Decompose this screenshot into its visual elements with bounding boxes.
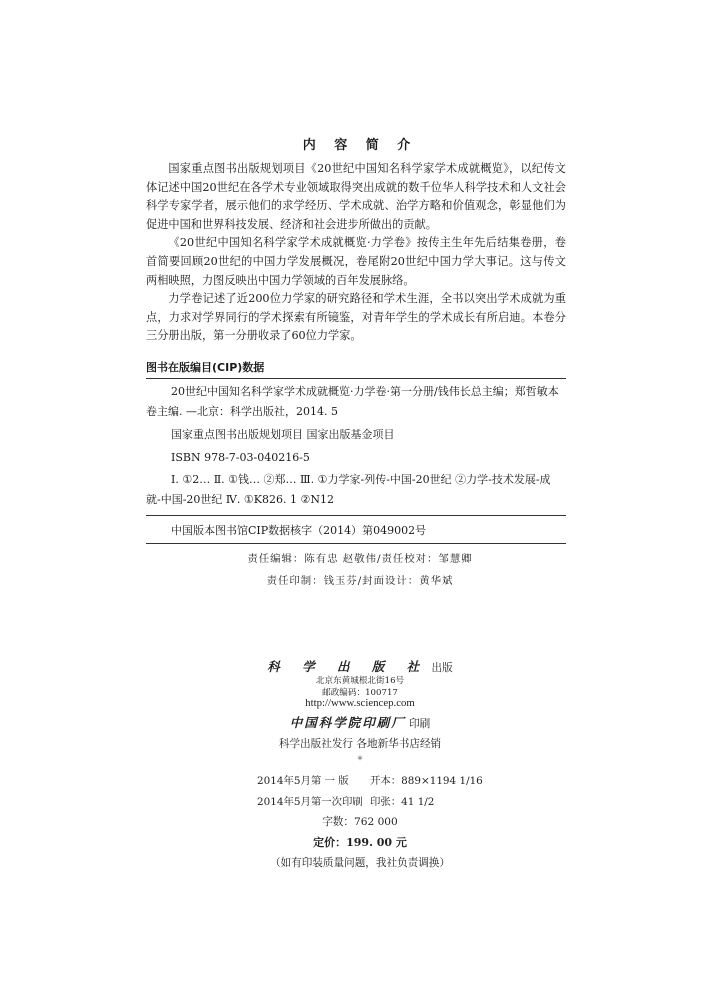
editors-line-1: 责任编辑：陈有忠 赵敬伟/责任校对：邹慧卿 [247,553,473,565]
publisher-line [0,657,720,675]
publisher-suffix: 出版 [431,662,453,674]
cip-isbn: ISBN 978-7-03-040216-5 [171,451,310,464]
distribution-line: 科学出版社发行 各地新华书店经销 [278,738,442,750]
cip-mid-rule [146,515,566,516]
publisher-postcode: 邮政编码：100717 [322,688,398,698]
summary-paragraph-3: 力学卷记述了近200位力学家的研究路径和学术生涯，全书以突出学术成就为重点，力求对学界同行的学术探索有所镜鉴，对青年学生的学术成长有所启迪。本卷分三分册出版，第一分册收录了60位力学家。 [146,292,566,343]
cip-project: 国家重点图书出版规划项目 国家出版基金项目 [171,428,395,441]
cip-entry-line-1: 20世纪中国知名科学家学术成就概览·力学卷·第一分册/钱伟长总主编；郑哲敏本 [171,385,559,398]
cip-class-line-1: Ⅰ. ①2… Ⅱ. ①钱… ②郑… Ⅲ. ①力学家-列传-中国-20世纪 ②力学-技术发展-成 [171,473,551,486]
printer-logo-text: 中国科学院印刷厂 [289,715,406,730]
separator-asterisk: * [357,755,363,766]
publisher-logo-text: 科 学 出 版 社 [267,659,429,674]
publisher-url: http://www.sciencep.com [305,697,415,709]
price-label: 定价： [313,836,347,849]
word-count: 字数：762 000 [322,816,398,828]
printing-text: 2014年5月第一次印刷 [257,796,363,808]
cip-entry-line-2: 卷主编. —北京：科学出版社，2014. 5 [146,405,338,418]
cip-top-rule [146,378,566,379]
summary-title: 内 容 简 介 [302,138,418,153]
summary-paragraph-2: 《20世纪中国知名科学家学术成就概览·力学卷》按传主生年先后结集卷册，卷首简要回顾20世纪的中国力学发展概况，卷尾附20世纪中国力学大事记。这与传文两相映照，力图反映出中国力学领域的百年发展脉络。 [146,236,566,287]
printer-suffix: 印刷 [409,718,431,730]
printer-line [0,713,720,731]
summary-body [146,160,566,346]
editors-line-2: 责任印制：钱玉芬/封面设计：黄华斌 [266,575,454,587]
cip-number: 中国版本图书馆CIP数据核字（2014）第049002号 [171,524,427,537]
format-text: 开本：889×1194 1/16 [370,775,483,787]
cip-bottom-rule [146,543,566,544]
publisher-address: 北京东黄城根北街16号 [315,676,405,686]
quality-notice: （如有印装质量问题，我社负责调换） [269,857,451,869]
cip-class-line-2: 就-中国-20世纪 Ⅳ. ①K826. 1 ②N12 [146,493,334,506]
edition-text: 2014年5月第 一 版 [257,775,349,787]
summary-paragraph-1: 国家重点图书出版规划项目《20世纪中国知名科学家学术成就概览》，以纪传文体记述中国20世纪在各学术专业领域取得突出成就的数千位华人科学技术和人文社会科学专家学者，展示他们的求学经历、学术成就、治学方略和价值观念，彰显他们为促进中国和世界科技发展、经济和社会进步所做出的贡献。 [146,162,566,231]
price-value: 199. 00 元 [346,836,407,849]
cip-title: 图书在版编目(CIP)数据 [146,361,265,374]
sheets-text: 印张：41 1/2 [370,796,435,808]
price-line [0,834,720,850]
